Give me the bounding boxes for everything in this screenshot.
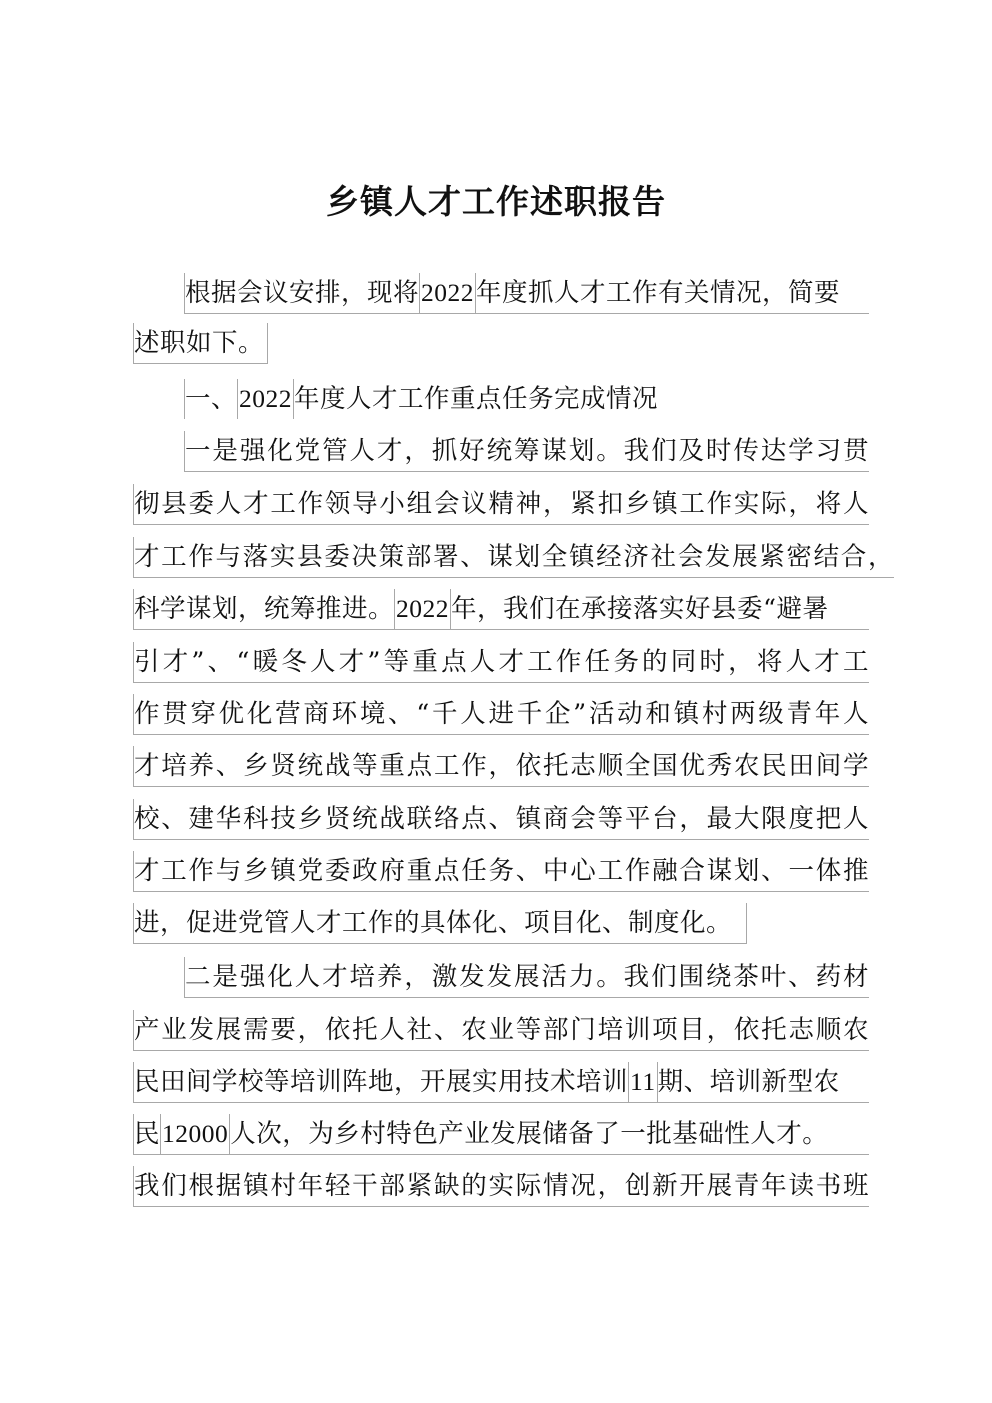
- para1-line-4-a: 科学谋划，统筹推进。: [134, 594, 395, 624]
- section-1-text: 年度人才工作重点任务完成情况: [294, 384, 659, 414]
- para2-line-3: [133, 1062, 869, 1103]
- para1-year: 2022: [394, 589, 451, 629]
- para1-line-9: 才工作与乡镇党委政府重点任务、中心工作融合谋划、一体推: [133, 851, 869, 892]
- para1-line-1: 一是强化党管人才，抓好统筹谋划。我们及时传达学习贯: [184, 431, 869, 472]
- intro-text-c: 述职如下。: [134, 328, 265, 358]
- intro-text-b: 年度抓人才工作有关情况，简要: [476, 278, 841, 308]
- intro-year: 2022: [419, 273, 476, 313]
- section-1-heading: [184, 379, 685, 419]
- para2-line-4: [133, 1114, 869, 1155]
- intro-line-2: [133, 323, 268, 364]
- intro-text-a: 根据会议安排，现将: [185, 278, 420, 308]
- para2-line-5: 我们根据镇村年轻干部紧缺的实际情况，创新开展青年读书班: [133, 1166, 869, 1207]
- para1-line-4: [133, 589, 869, 630]
- para1-line-6: 作贯穿优化营商环境、“千人进千企”活动和镇村两级青年人: [133, 694, 869, 735]
- para1-line-2: 彻县委人才工作领导小组会议精神，紧扣乡镇工作实际，将人: [133, 484, 869, 525]
- para2-line-1: 二是强化人才培养，激发发展活力。我们围绕茶叶、药材: [184, 957, 869, 998]
- para1-line-5: 引才”、“暖冬人才”等重点人才工作任务的同时，将人才工: [133, 642, 869, 683]
- para2-line-2: 产业发展需要，依托人社、农业等部门培训项目，依托志顺农: [133, 1010, 869, 1051]
- para1-line-7: 才培养、乡贤统战等重点工作，依托志顺全国优秀农民田间学: [133, 746, 869, 787]
- para2-line-4-b: 人次，为乡村特色产业发展储备了一批基础性人才。: [230, 1119, 829, 1149]
- para2-line-3-b: 期、培训新型农: [657, 1067, 840, 1097]
- para1-line-10: 进，促进党管人才工作的具体化、项目化、制度化。: [133, 903, 747, 944]
- intro-line-1: [184, 273, 869, 314]
- para2-line-3-a: 民田间学校等培训阵地，开展实用技术培训: [134, 1067, 629, 1097]
- para1-line-8: 校、建华科技乡贤统战联络点、镇商会等平台，最大限度把人: [133, 799, 869, 840]
- para2-periods: 11: [628, 1062, 658, 1102]
- para1-line-3: 才工作与落实县委决策部署、谋划全镇经济社会发展紧密结合，: [133, 537, 894, 578]
- para2-line-4-a: 民: [134, 1119, 161, 1149]
- section-1-prefix: 一、: [185, 384, 238, 414]
- document-title: 乡镇人才工作述职报告: [326, 182, 666, 221]
- para2-people: 12000: [160, 1114, 230, 1154]
- para1-line-4-b: 年，我们在承接落实好县委“避暑: [451, 594, 829, 624]
- section-1-year: 2022: [237, 379, 294, 419]
